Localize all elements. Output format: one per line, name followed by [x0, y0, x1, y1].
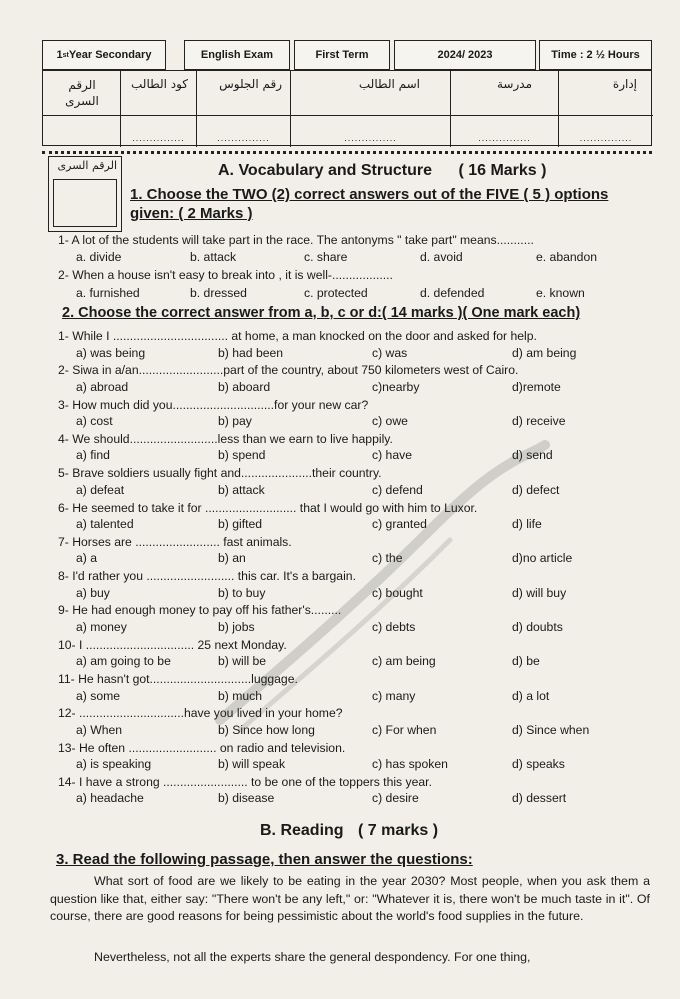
- q2-option[interactable]: a) talented: [76, 517, 134, 531]
- q2-option[interactable]: a) a: [76, 551, 98, 566]
- q2-option[interactable]: d)no article: [512, 551, 573, 566]
- q2-option[interactable]: a) find: [76, 448, 110, 463]
- student-name-column: [291, 71, 451, 147]
- q2-option[interactable]: c) granted: [372, 517, 427, 531]
- q2-option[interactable]: b) had been: [218, 345, 284, 360]
- q2-option[interactable]: c) the: [372, 551, 403, 566]
- q1-item-2-option[interactable]: b. dressed: [190, 286, 247, 300]
- q2-option[interactable]: a) headache: [76, 791, 144, 806]
- column-divider: [451, 115, 558, 116]
- student-code-column: [121, 71, 197, 147]
- q2-option[interactable]: d) life: [512, 517, 542, 531]
- q1-item-1-option[interactable]: c. share: [304, 250, 348, 264]
- q1-item-2-option[interactable]: c. protected: [304, 286, 368, 300]
- q2-option[interactable]: a) money: [76, 619, 127, 634]
- q1-item-2: 2- When a house isn't easy to break into , it is well-..................: [58, 268, 393, 282]
- q2-option[interactable]: b) will speak: [218, 757, 286, 772]
- q2-option[interactable]: b) will be: [218, 654, 267, 669]
- q2-option[interactable]: c)nearby: [372, 379, 420, 394]
- subject-box: English Exam: [184, 40, 290, 70]
- admin-column: [559, 71, 653, 147]
- q2-item: 10- I ................................ 25 next Monday.: [58, 637, 287, 652]
- q2-option[interactable]: d) defect: [512, 482, 560, 497]
- reading-passage-paragraph-2: Nevertheless, not all the experts share the general despondency. For one thing,: [94, 950, 531, 964]
- q2-option[interactable]: d) dessert: [512, 791, 567, 806]
- q2-item: 3- How much did you..............................for your new car?: [58, 397, 369, 412]
- school-label: مدرسة: [496, 77, 532, 91]
- q2-option[interactable]: b) spend: [218, 448, 266, 463]
- column-divider: [291, 115, 450, 116]
- q1-item-1-option[interactable]: a. divide: [76, 250, 122, 264]
- seat-number-label: رقم الجلوس: [219, 77, 282, 91]
- seat-number-field[interactable]: ...............: [217, 133, 270, 143]
- q1-item-2-option[interactable]: a. furnished: [76, 286, 140, 300]
- section-a-marks: ( 16 Marks ): [458, 162, 547, 179]
- q2-item: 6- He seemed to take it for ........................... that I would go with him to Luxor.: [58, 500, 478, 515]
- q2-option[interactable]: b) an: [218, 551, 246, 566]
- q1-item-2-option[interactable]: e. known: [536, 286, 585, 300]
- q2-option[interactable]: b) disease: [218, 791, 275, 806]
- term-box: First Term: [294, 40, 390, 70]
- q2-option[interactable]: a) buy: [76, 585, 110, 600]
- q2-option[interactable]: d) send: [512, 448, 553, 463]
- admin-label: إدارة: [612, 77, 637, 91]
- q2-option[interactable]: d) Since when: [512, 722, 590, 737]
- q2-option[interactable]: a) cost: [76, 414, 113, 429]
- q2-option[interactable]: d) be: [512, 654, 540, 669]
- q2-option[interactable]: a) When: [76, 722, 123, 737]
- school-column: [451, 71, 559, 147]
- q2-option[interactable]: a) am going to be: [76, 654, 171, 669]
- q2-option[interactable]: c) defend: [372, 482, 423, 497]
- year-level-suffix: st: [62, 51, 69, 59]
- q1-item-1-option[interactable]: d. avoid: [420, 250, 463, 264]
- q2-option[interactable]: b) pay: [218, 414, 252, 429]
- secret-number-column: [43, 71, 121, 147]
- q2-option[interactable]: a) is speaking: [76, 757, 152, 772]
- academic-year-box: 2024/ 2023: [394, 40, 536, 70]
- q2-option[interactable]: b) Since how long: [218, 722, 315, 737]
- q2-option[interactable]: c) was: [372, 345, 408, 360]
- school-field[interactable]: ...............: [478, 133, 531, 143]
- q2-option[interactable]: d) am being: [512, 345, 577, 360]
- question-1-title: [130, 186, 608, 222]
- section-b-heading: B. Reading: [260, 822, 344, 839]
- year-level-text: Year Secondary: [68, 49, 152, 61]
- student-name-label: اسم الطالب: [358, 77, 420, 91]
- q2-option[interactable]: b) jobs: [218, 619, 255, 634]
- q2-item: 2- Siwa in a/an.........................part of the country, about 750 kilometers west of Cairo.: [58, 363, 519, 378]
- section-b-title: [260, 822, 438, 840]
- q2-option[interactable]: c) For when: [372, 722, 437, 737]
- column-divider: [43, 115, 120, 116]
- secret-number-box: [48, 156, 122, 232]
- q1-item-1: 1- A lot of the students will take part in the race. The antonyms " take part" means...........: [58, 233, 534, 247]
- student-code-field[interactable]: ...............: [132, 133, 185, 143]
- q2-option[interactable]: c) have: [372, 448, 412, 463]
- secret-number-label: الرقم السرى: [65, 78, 99, 108]
- q2-option[interactable]: d) a lot: [512, 688, 550, 703]
- q2-option[interactable]: d) receive: [512, 414, 566, 429]
- reading-passage-paragraph-1: What sort of food are we likely to be eating in the year 2030? Most people, when you ask them a question like that, either say: "There won't be any left," or: "Whatever it is, there won't be much taste in it". Of course, there are good reasons for being pessimistic about the world's food supplies in the future.: [50, 874, 650, 923]
- question-2-title: 2. Choose the correct answer from a, b, c or d:( 14 marks )( One mark each): [62, 305, 581, 321]
- q2-item: 12- ...............................have you lived in your home?: [58, 706, 343, 721]
- q2-option[interactable]: b) gifted: [218, 517, 263, 531]
- column-divider: [559, 115, 653, 116]
- q2-option[interactable]: d) will buy: [512, 585, 567, 600]
- q2-option[interactable]: b) attack: [218, 482, 265, 497]
- q2-item: 8- I'd rather you .......................... this car. It's a bargain.: [58, 569, 356, 584]
- q2-option[interactable]: c) debts: [372, 619, 416, 634]
- q2-option[interactable]: c) has spoken: [372, 757, 448, 772]
- question-1-instruction-line1: 1. Choose the TWO (2) correct answers out of the FIVE ( 5 ) options: [130, 186, 609, 203]
- q1-item-2-option[interactable]: d. defended: [420, 286, 485, 300]
- column-divider: [197, 115, 290, 116]
- q2-item: 4- We should..........................less than we earn to live happily.: [58, 431, 393, 446]
- seat-number-column: [197, 71, 291, 147]
- q2-option[interactable]: a) defeat: [76, 482, 125, 497]
- student-name-field[interactable]: ...............: [344, 133, 397, 143]
- student-info-grid: [42, 70, 652, 146]
- column-divider: [121, 115, 196, 116]
- q2-item: 14- I have a strong ......................... to be one of the toppers this year.: [58, 774, 432, 789]
- q2-option[interactable]: b) much: [218, 688, 263, 703]
- q2-item: 13- He often .......................... on radio and television.: [58, 740, 346, 755]
- q2-option[interactable]: c) desire: [372, 791, 419, 806]
- q2-option[interactable]: c) many: [372, 688, 416, 703]
- section-a-title: [218, 162, 546, 180]
- time-box: Time : 2 ½ Hours: [539, 40, 652, 70]
- q2-option[interactable]: b) to buy: [218, 585, 266, 600]
- q2-item: 7- Horses are ......................... fast animals.: [58, 534, 292, 549]
- q1-item-1-option[interactable]: e. abandon: [536, 250, 597, 264]
- question-3-title: 3. Read the following passage, then answer the questions:: [56, 851, 473, 868]
- secret-number-input[interactable]: [53, 179, 117, 227]
- q2-item: 11- He hasn't got..............................luggage.: [58, 672, 298, 686]
- year-level-number: 1: [56, 49, 63, 61]
- q2-item: 1- While I .................................. at home, a man knocked on the door and asked for help.: [58, 329, 537, 343]
- admin-field[interactable]: ...............: [579, 133, 633, 143]
- q2-option[interactable]: c) owe: [372, 414, 408, 429]
- question-1-instruction-line2: given: ( 2 Marks ): [130, 205, 253, 222]
- q2-option[interactable]: c) am being: [372, 654, 436, 669]
- q2-item: 9- He had enough money to pay off his father's.........: [58, 603, 342, 618]
- section-a-heading: A. Vocabulary and Structure: [218, 162, 432, 179]
- q2-option[interactable]: d) doubts: [512, 619, 563, 634]
- secret-number-box-label: الرقم السرى: [57, 159, 117, 172]
- student-code-label: كود الطالب: [131, 77, 188, 91]
- exam-header: [42, 40, 652, 70]
- q2-option[interactable]: a) some: [76, 688, 121, 703]
- year-level-box: [42, 40, 166, 70]
- q1-item-1-option[interactable]: b. attack: [190, 250, 237, 264]
- q2-option[interactable]: d) speaks: [512, 757, 565, 772]
- q2-item: 5- Brave soldiers usually fight and.....................their country.: [58, 466, 382, 481]
- q2-option[interactable]: d)remote: [512, 379, 561, 394]
- q2-option[interactable]: a) abroad: [76, 379, 129, 394]
- section-b-marks: ( 7 marks ): [358, 822, 439, 839]
- cut-line: [42, 151, 652, 154]
- q2-option[interactable]: a) was being: [76, 345, 146, 360]
- q2-option[interactable]: b) aboard: [218, 379, 271, 394]
- q2-option[interactable]: c) bought: [372, 585, 423, 600]
